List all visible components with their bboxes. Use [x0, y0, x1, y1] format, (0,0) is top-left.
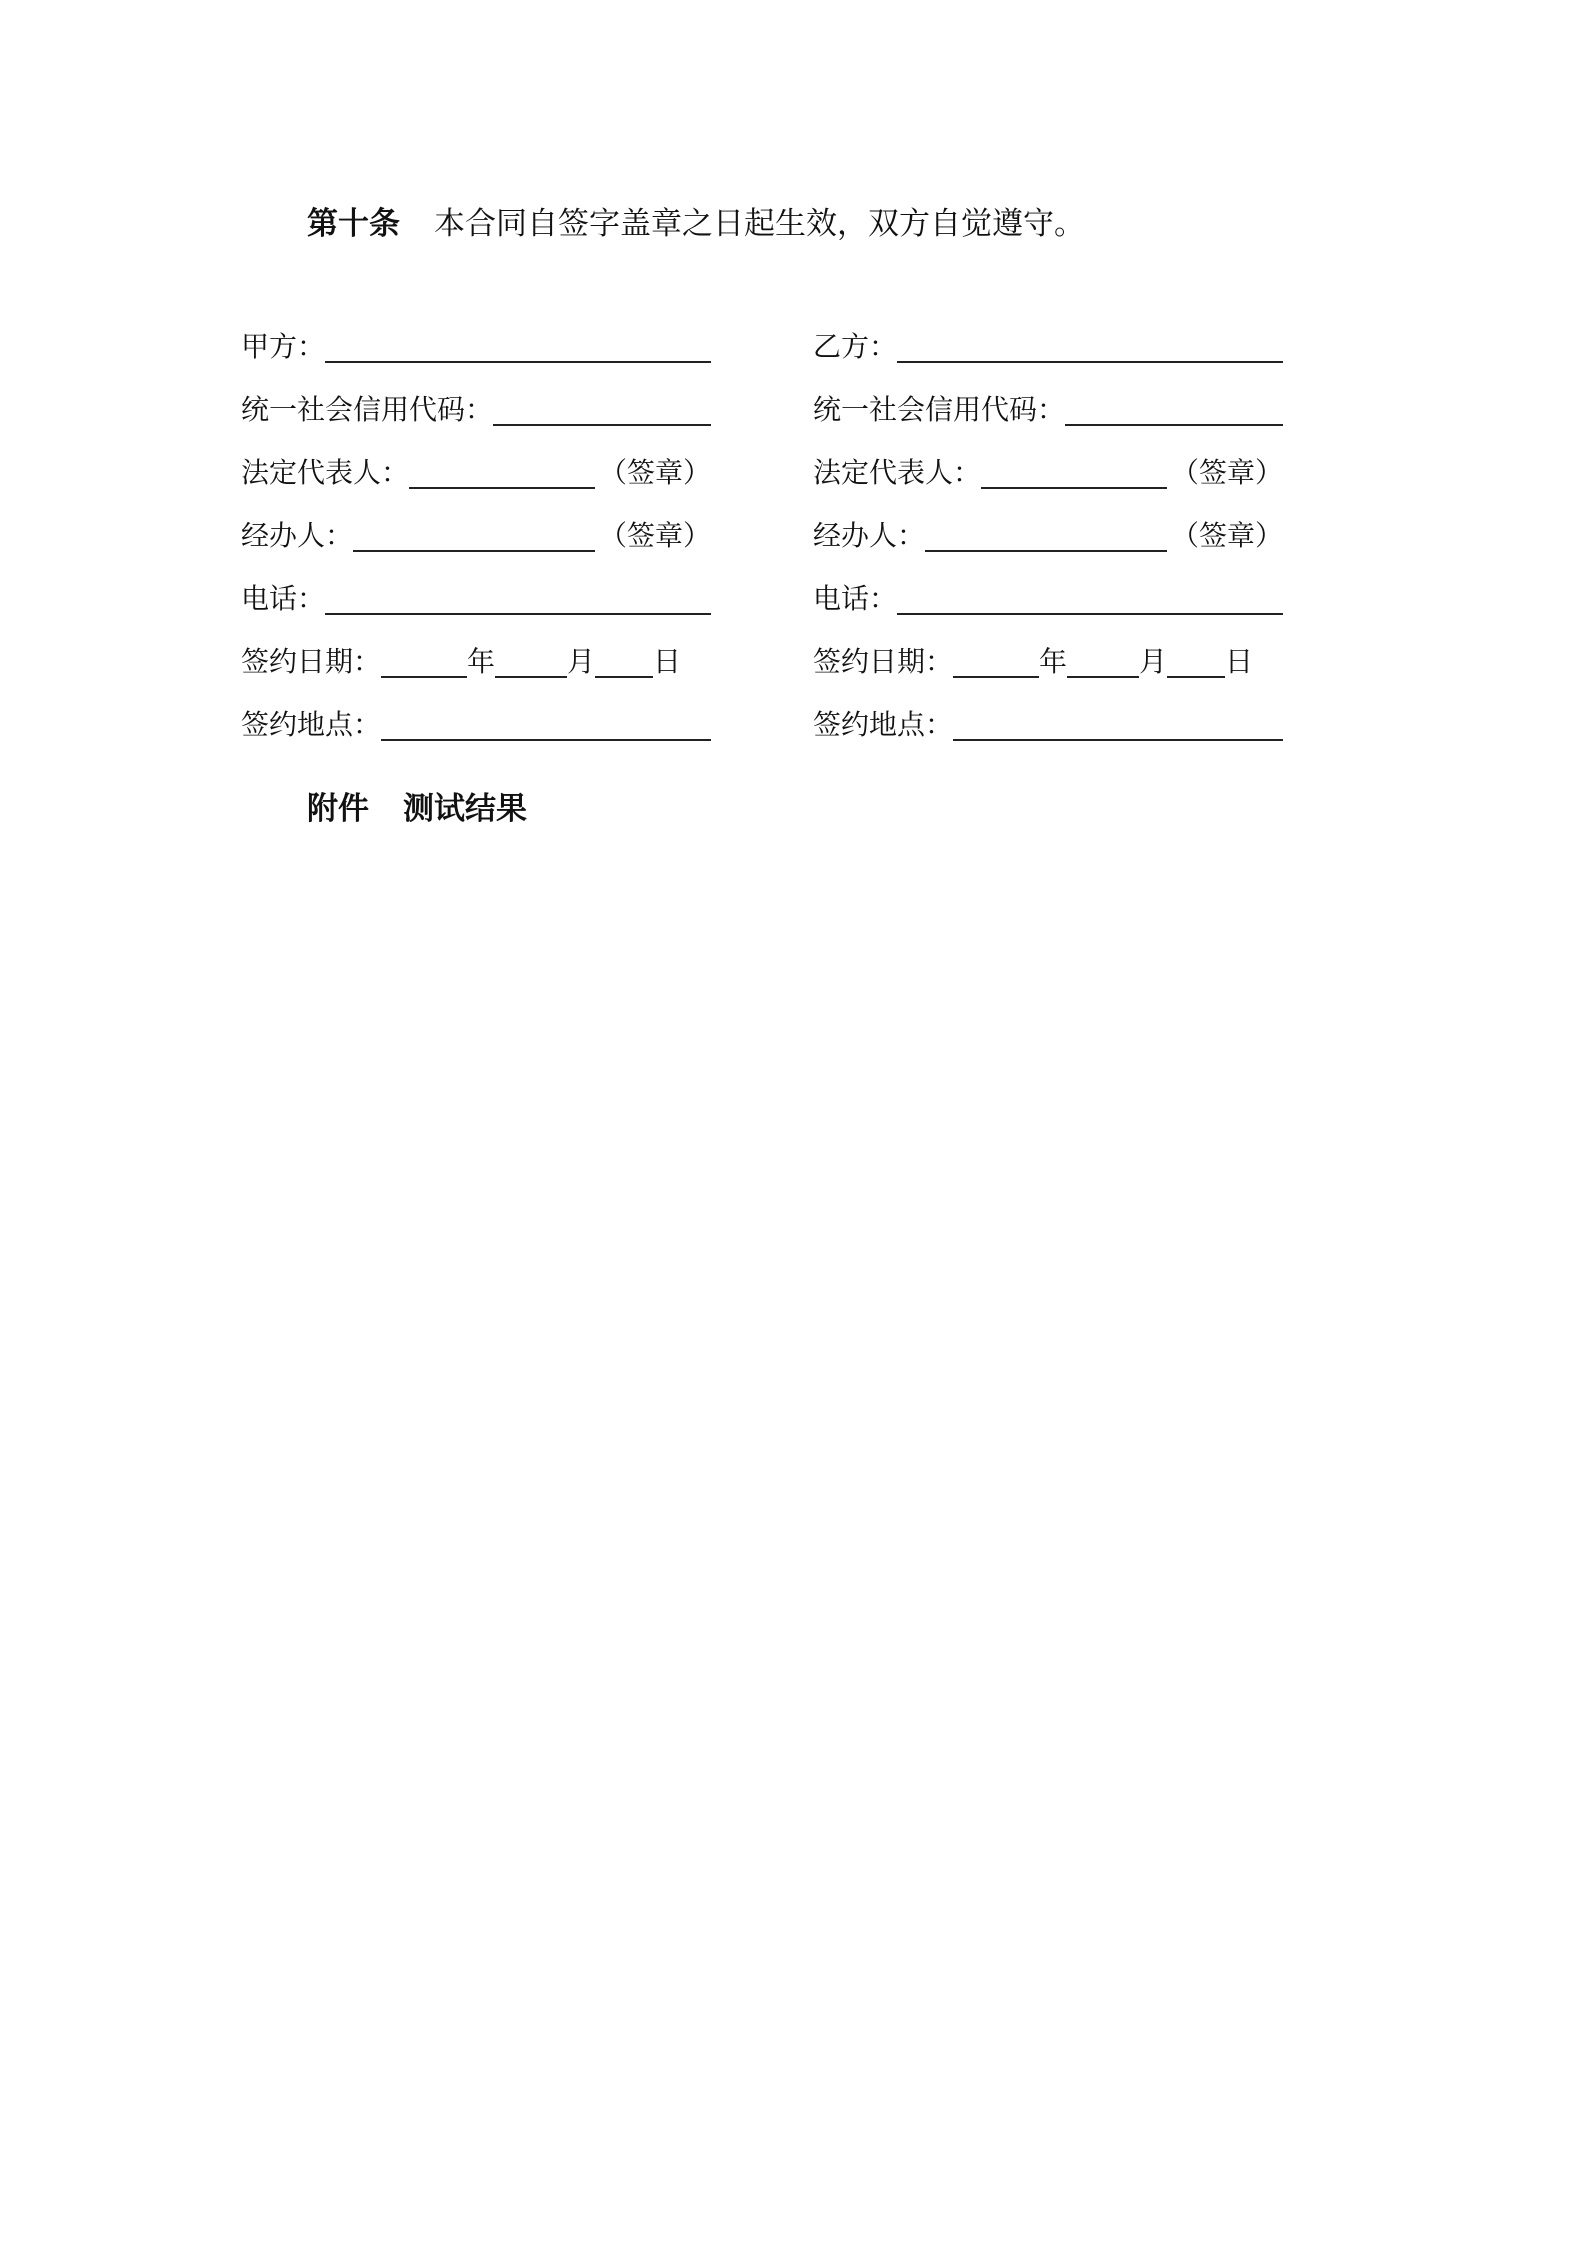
party-b-date-row	[813, 619, 1283, 682]
party-a-day-field[interactable]	[595, 646, 653, 678]
party-a-handler-row	[241, 493, 711, 556]
party-b-day-field[interactable]	[1167, 646, 1225, 678]
party-a-name-row	[241, 304, 711, 367]
party-a-legal-rep-seal-label: （签章）	[598, 456, 711, 489]
article-clause	[307, 200, 1085, 248]
party-a-credit-code-field[interactable]	[493, 394, 711, 426]
party-a-year-label: 年	[467, 645, 496, 678]
party-b-month-field[interactable]	[1067, 646, 1139, 678]
party-b-name-field[interactable]	[897, 331, 1283, 363]
party-b-handler-label: 经办人：	[813, 519, 926, 552]
party-a-phone-field[interactable]	[325, 583, 711, 615]
party-b-month-label: 月	[1139, 645, 1168, 678]
party-b-credit-code-field[interactable]	[1065, 394, 1283, 426]
party-a-month-label: 月	[567, 645, 596, 678]
party-a-date-row	[241, 619, 711, 682]
party-b-legal-rep-field[interactable]	[981, 457, 1167, 489]
party-b-year-field[interactable]	[953, 646, 1039, 678]
attachment-label: 附件	[307, 791, 369, 827]
party-a-month-field[interactable]	[495, 646, 567, 678]
party-a-legal-rep-label: 法定代表人：	[241, 456, 410, 489]
party-b-credit-code-row	[813, 367, 1283, 430]
party-a-label: 甲方：	[241, 330, 326, 363]
party-a-handler-label: 经办人：	[241, 519, 354, 552]
party-b-legal-rep-label: 法定代表人：	[813, 456, 982, 489]
party-b-credit-code-label: 统一社会信用代码：	[813, 393, 1066, 426]
party-a-name-field[interactable]	[325, 331, 711, 363]
party-a-credit-code-row	[241, 367, 711, 430]
party-a-credit-code-label: 统一社会信用代码：	[241, 393, 494, 426]
party-b-phone-field[interactable]	[897, 583, 1283, 615]
party-b-phone-row	[813, 556, 1283, 619]
party-b-signature-block	[813, 304, 1283, 745]
party-a-handler-field[interactable]	[353, 520, 595, 552]
party-a-place-row	[241, 682, 711, 745]
party-b-handler-row	[813, 493, 1283, 556]
article-text: 本合同自签字盖章之日起生效，双方自觉遵守。	[434, 206, 1085, 242]
party-b-handler-seal-label: （签章）	[1170, 519, 1283, 552]
party-b-legal-rep-row	[813, 430, 1283, 493]
party-a-place-label: 签约地点：	[241, 708, 382, 741]
party-a-year-field[interactable]	[381, 646, 467, 678]
party-a-place-field[interactable]	[381, 709, 711, 741]
party-a-legal-rep-field[interactable]	[409, 457, 595, 489]
party-a-day-label: 日	[653, 645, 682, 678]
party-a-date-label: 签约日期：	[241, 645, 382, 678]
party-b-name-row	[813, 304, 1283, 367]
party-b-place-label: 签约地点：	[813, 708, 954, 741]
attachment-heading	[307, 785, 527, 833]
party-b-place-row	[813, 682, 1283, 745]
party-b-year-label: 年	[1039, 645, 1068, 678]
party-a-handler-seal-label: （签章）	[598, 519, 711, 552]
party-b-day-label: 日	[1225, 645, 1254, 678]
party-b-handler-field[interactable]	[925, 520, 1167, 552]
article-number: 第十条	[307, 206, 400, 242]
party-a-phone-row	[241, 556, 711, 619]
attachment-title: 测试结果	[403, 791, 527, 827]
party-b-place-field[interactable]	[953, 709, 1283, 741]
party-a-signature-block	[241, 304, 711, 745]
party-b-label: 乙方：	[813, 330, 898, 363]
party-b-legal-rep-seal-label: （签章）	[1170, 456, 1283, 489]
party-a-phone-label: 电话：	[241, 582, 326, 615]
party-b-date-label: 签约日期：	[813, 645, 954, 678]
party-a-legal-rep-row	[241, 430, 711, 493]
party-b-phone-label: 电话：	[813, 582, 898, 615]
